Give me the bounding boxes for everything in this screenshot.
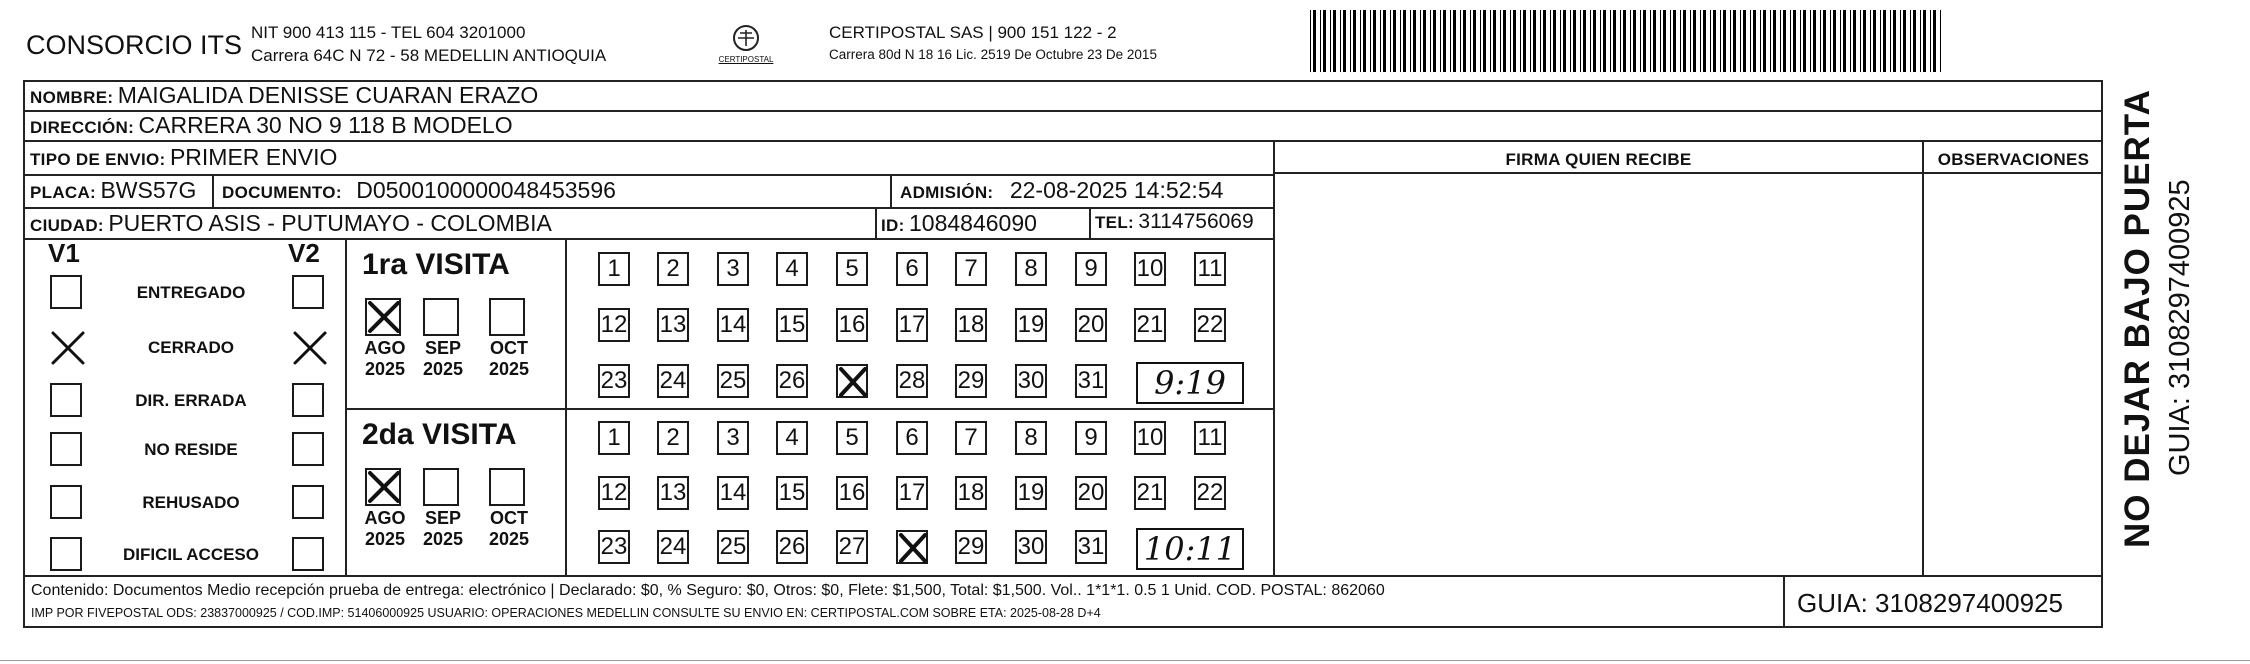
day-number: 19: [1017, 311, 1045, 338]
day-number: 11: [1197, 255, 1223, 282]
carrier-line-2: Carrera 80d N 18 16 Lic. 2519 De Octubre 23 De 2015: [829, 47, 1157, 62]
v2-checkbox[interactable]: [292, 383, 324, 417]
day-box[interactable]: [776, 476, 808, 510]
year-label: 2025: [422, 529, 464, 549]
v1-label: V1: [48, 238, 80, 268]
month-label: AGO: [364, 508, 406, 528]
day-box[interactable]: [598, 421, 630, 455]
day-number: 25: [719, 533, 747, 560]
day-box[interactable]: [776, 252, 808, 286]
cut-line: [0, 660, 2250, 661]
day-number: 1: [607, 255, 621, 282]
month-checkbox[interactable]: [489, 298, 525, 336]
day-number: 29: [957, 533, 985, 560]
day-number: 27: [838, 533, 866, 560]
day-box[interactable]: [836, 252, 868, 286]
day-box[interactable]: [657, 252, 689, 286]
day-number: 18: [957, 311, 985, 338]
day-number: 17: [898, 311, 926, 338]
status-option-label: DIR. ERRADA: [135, 391, 247, 410]
handwritten-time: 10:11: [1136, 528, 1244, 570]
day-number: 23: [600, 367, 628, 394]
day-number: 9: [1084, 255, 1098, 282]
month-label: OCT: [490, 338, 528, 358]
placa-label: PLACA:: [30, 183, 97, 202]
day-number: 3: [726, 424, 740, 451]
tipo-row: [30, 144, 337, 171]
day-box[interactable]: [1015, 476, 1047, 510]
month-checkbox[interactable]: [489, 468, 525, 506]
day-box[interactable]: [1134, 476, 1166, 510]
day-number: 21: [1136, 311, 1164, 338]
day-number: 12: [600, 311, 628, 338]
day-box[interactable]: [955, 308, 987, 342]
check-mark-icon: [367, 300, 401, 334]
day-number: 16: [838, 311, 866, 338]
direccion-value: CARRERA 30 NO 9 118 B MODELO: [138, 112, 513, 138]
documento-field: [222, 177, 616, 204]
day-box[interactable]: [776, 308, 808, 342]
nombre-row: [30, 82, 538, 109]
day-box[interactable]: [836, 364, 868, 398]
day-box[interactable]: [598, 252, 630, 286]
month-checkbox[interactable]: [423, 468, 459, 506]
ciudad-field: [30, 210, 552, 237]
admision-field: [900, 177, 1223, 204]
footer-print-info: IMP POR FIVEPOSTAL ODS: 23837000925 / COD.IMP: 51406000925 USUARIO: OPERACIONES MEDELLIN CONSULTE SU ENVIO EN: CERTIPOSTAL.COM SOBRE ETA: 2025-08-28 D+4: [31, 606, 1101, 620]
day-box[interactable]: [896, 530, 928, 564]
month-label: AGO: [364, 338, 406, 358]
day-number: 16: [838, 479, 866, 506]
month-checkbox[interactable]: [423, 298, 459, 336]
carrier-line-1: CERTIPOSTAL SAS | 900 151 122 - 2: [829, 23, 1117, 42]
year-label: 2025: [364, 359, 406, 379]
day-box[interactable]: [1194, 308, 1226, 342]
day-number: 7: [964, 255, 978, 282]
company-line-2: Carrera 64C N 72 - 58 MEDELLIN ANTIOQUIA: [251, 46, 607, 65]
day-box[interactable]: [1134, 252, 1166, 286]
barcode-icon: [1310, 10, 1945, 72]
observaciones-label: OBSERVACIONES: [1937, 150, 2090, 169]
placa-field: [30, 177, 196, 204]
day-box[interactable]: [717, 530, 749, 564]
day-box[interactable]: [1015, 252, 1047, 286]
day-number: 25: [719, 367, 747, 394]
day-box[interactable]: [1015, 364, 1047, 398]
ciudad-label: CIUDAD:: [30, 216, 104, 235]
day-box[interactable]: [598, 530, 630, 564]
day-number: 30: [1017, 367, 1045, 394]
day-number: 8: [1024, 424, 1038, 451]
day-box[interactable]: [717, 421, 749, 455]
year-label: 2025: [488, 359, 530, 379]
day-box[interactable]: [657, 364, 689, 398]
check-mark-icon: [838, 366, 868, 398]
day-box[interactable]: [1015, 421, 1047, 455]
day-number: 13: [659, 479, 687, 506]
day-number: 22: [1196, 479, 1224, 506]
day-box[interactable]: [1075, 308, 1107, 342]
day-number: 19: [1017, 479, 1045, 506]
side-guia: GUIA: 3108297400925: [2164, 179, 2196, 476]
day-number: 4: [785, 424, 799, 451]
day-number: 22: [1196, 311, 1224, 338]
admision-label: ADMISIÓN:: [900, 183, 994, 202]
admision-value: 22-08-2025 14:52:54: [1009, 177, 1224, 203]
day-number: 28: [898, 367, 926, 394]
v2-checkbox[interactable]: [292, 485, 324, 519]
day-box[interactable]: [896, 308, 928, 342]
day-box[interactable]: [657, 421, 689, 455]
day-number: 1: [607, 424, 621, 451]
day-box[interactable]: [717, 308, 749, 342]
check-mark-icon: [367, 470, 401, 504]
day-number: 26: [778, 533, 806, 560]
day-number: 31: [1077, 367, 1105, 394]
status-option-label: NO RESIDE: [144, 440, 238, 459]
day-box[interactable]: [1134, 421, 1166, 455]
firma-label: FIRMA QUIEN RECIBE: [1505, 150, 1692, 169]
day-number: 3: [726, 255, 740, 282]
direccion-row: [30, 112, 513, 139]
day-number: 14: [719, 479, 747, 506]
day-number: 10: [1136, 424, 1164, 451]
day-box[interactable]: [955, 530, 987, 564]
certipostal-logo: [718, 22, 774, 68]
side-warning: NO DEJAR BAJO PUERTA: [2118, 89, 2157, 548]
visit-title: 1ra VISITA: [362, 248, 510, 281]
day-number: 2: [666, 255, 680, 282]
day-box[interactable]: [896, 252, 928, 286]
day-number: 14: [719, 311, 747, 338]
day-box[interactable]: [717, 252, 749, 286]
day-box[interactable]: [896, 421, 928, 455]
day-box[interactable]: [598, 364, 630, 398]
day-number: 8: [1024, 255, 1038, 282]
company-line-1: NIT 900 413 115 - TEL 604 3201000: [251, 23, 526, 42]
id-field: [881, 210, 1037, 237]
v2-checkbox[interactable]: [292, 432, 324, 466]
day-number: 5: [845, 255, 859, 282]
day-number: 21: [1136, 479, 1164, 506]
day-box[interactable]: [776, 364, 808, 398]
day-box[interactable]: [776, 421, 808, 455]
day-number: 20: [1077, 479, 1105, 506]
month-checkbox[interactable]: [365, 468, 401, 506]
ciudad-value: PUERTO ASIS - PUTUMAYO - COLOMBIA: [108, 210, 552, 236]
handwritten-time: 9:19: [1136, 362, 1244, 404]
day-box[interactable]: [955, 252, 987, 286]
day-number: 26: [778, 367, 806, 394]
day-number: 24: [659, 367, 687, 394]
year-label: 2025: [364, 529, 406, 549]
day-box[interactable]: [955, 364, 987, 398]
day-box[interactable]: [1075, 530, 1107, 564]
day-box[interactable]: [717, 476, 749, 510]
day-box[interactable]: [1194, 421, 1226, 455]
tel-label: TEL:: [1095, 213, 1134, 232]
day-box[interactable]: [1075, 421, 1107, 455]
logo-text: CERTIPOSTAL: [718, 55, 774, 64]
tipo-label: TIPO DE ENVIO:: [30, 150, 166, 169]
id-value: 1084846090: [909, 210, 1037, 236]
visit-title: 2da VISITA: [362, 418, 517, 451]
documento-value: D0500100000048453596: [356, 177, 616, 203]
day-box[interactable]: [896, 364, 928, 398]
status-option-label: ENTREGADO: [136, 283, 246, 302]
day-number: 31: [1077, 533, 1105, 560]
day-number: 6: [905, 255, 919, 282]
year-label: 2025: [422, 359, 464, 379]
nombre-label: NOMBRE:: [30, 88, 114, 107]
day-number: 18: [957, 479, 985, 506]
day-box[interactable]: [1194, 252, 1226, 286]
day-box[interactable]: [1075, 252, 1107, 286]
day-box[interactable]: [1075, 476, 1107, 510]
day-box[interactable]: [1075, 364, 1107, 398]
day-box[interactable]: [836, 530, 868, 564]
tel-field: [1095, 210, 1254, 234]
v2-checkbox[interactable]: [292, 275, 324, 309]
month-label: OCT: [490, 508, 528, 528]
day-box[interactable]: [657, 308, 689, 342]
year-label: 2025: [488, 529, 530, 549]
v2-checkbox[interactable]: [292, 537, 324, 571]
id-label: ID:: [881, 216, 905, 235]
footer-content: Contenido: Documentos Medio recepción prueba de entrega: electrónico | Declarado: $0, % Seguro: $0, Otros: $0, Flete: $1,500, Total: $1,500. Vol.. 1*1*1. 0.5 1 Unid. COD. POSTAL: 862060: [31, 582, 1385, 599]
footer-guia: GUIA: 3108297400925: [1797, 588, 2063, 618]
tipo-value: PRIMER ENVIO: [169, 144, 338, 170]
day-number: 11: [1197, 424, 1223, 451]
month-label: SEP: [424, 508, 462, 528]
day-number: 13: [659, 311, 687, 338]
day-box[interactable]: [1015, 308, 1047, 342]
day-number: 4: [785, 255, 799, 282]
check-mark-icon: [292, 330, 328, 366]
company-name: CONSORCIO ITS: [26, 30, 243, 60]
day-box[interactable]: [1015, 530, 1047, 564]
check-mark-icon: [898, 532, 928, 564]
status-option-label: CERRADO: [148, 338, 234, 357]
day-number: 20: [1077, 311, 1105, 338]
day-box[interactable]: [776, 530, 808, 564]
day-box[interactable]: [836, 308, 868, 342]
v2-checkbox[interactable]: [292, 330, 324, 364]
nombre-value: MAIGALIDA DENISSE CUARAN ERAZO: [117, 82, 539, 108]
day-number: 15: [778, 311, 806, 338]
day-number: 17: [898, 479, 926, 506]
day-box[interactable]: [657, 530, 689, 564]
day-number: 2: [666, 424, 680, 451]
status-option-label: REHUSADO: [142, 493, 240, 512]
day-number: 15: [778, 479, 806, 506]
month-label: SEP: [424, 338, 462, 358]
day-number: 12: [600, 479, 628, 506]
tel-value: 3114756069: [1138, 210, 1254, 233]
day-box[interactable]: [955, 476, 987, 510]
status-option-label: DIFICIL ACCESO: [122, 545, 259, 564]
day-number: 7: [964, 424, 978, 451]
day-number: 10: [1136, 255, 1164, 282]
direccion-label: DIRECCIÓN:: [30, 118, 135, 137]
day-box[interactable]: [896, 476, 928, 510]
day-box[interactable]: [836, 421, 868, 455]
documento-label: DOCUMENTO:: [222, 183, 342, 202]
day-number: 23: [600, 533, 628, 560]
day-box[interactable]: [955, 421, 987, 455]
month-checkbox[interactable]: [365, 298, 401, 336]
day-box[interactable]: [657, 476, 689, 510]
day-box[interactable]: [598, 476, 630, 510]
day-number: 24: [659, 533, 687, 560]
day-box[interactable]: [717, 364, 749, 398]
day-box[interactable]: [598, 308, 630, 342]
v2-label: V2: [288, 238, 320, 268]
day-number: 9: [1084, 424, 1098, 451]
day-number: 5: [845, 424, 859, 451]
day-number: 29: [957, 367, 985, 394]
placa-value: BWS57G: [100, 177, 197, 203]
day-number: 6: [905, 424, 919, 451]
day-box[interactable]: [836, 476, 868, 510]
day-box[interactable]: [1194, 476, 1226, 510]
day-number: 30: [1017, 533, 1045, 560]
day-box[interactable]: [1134, 308, 1166, 342]
